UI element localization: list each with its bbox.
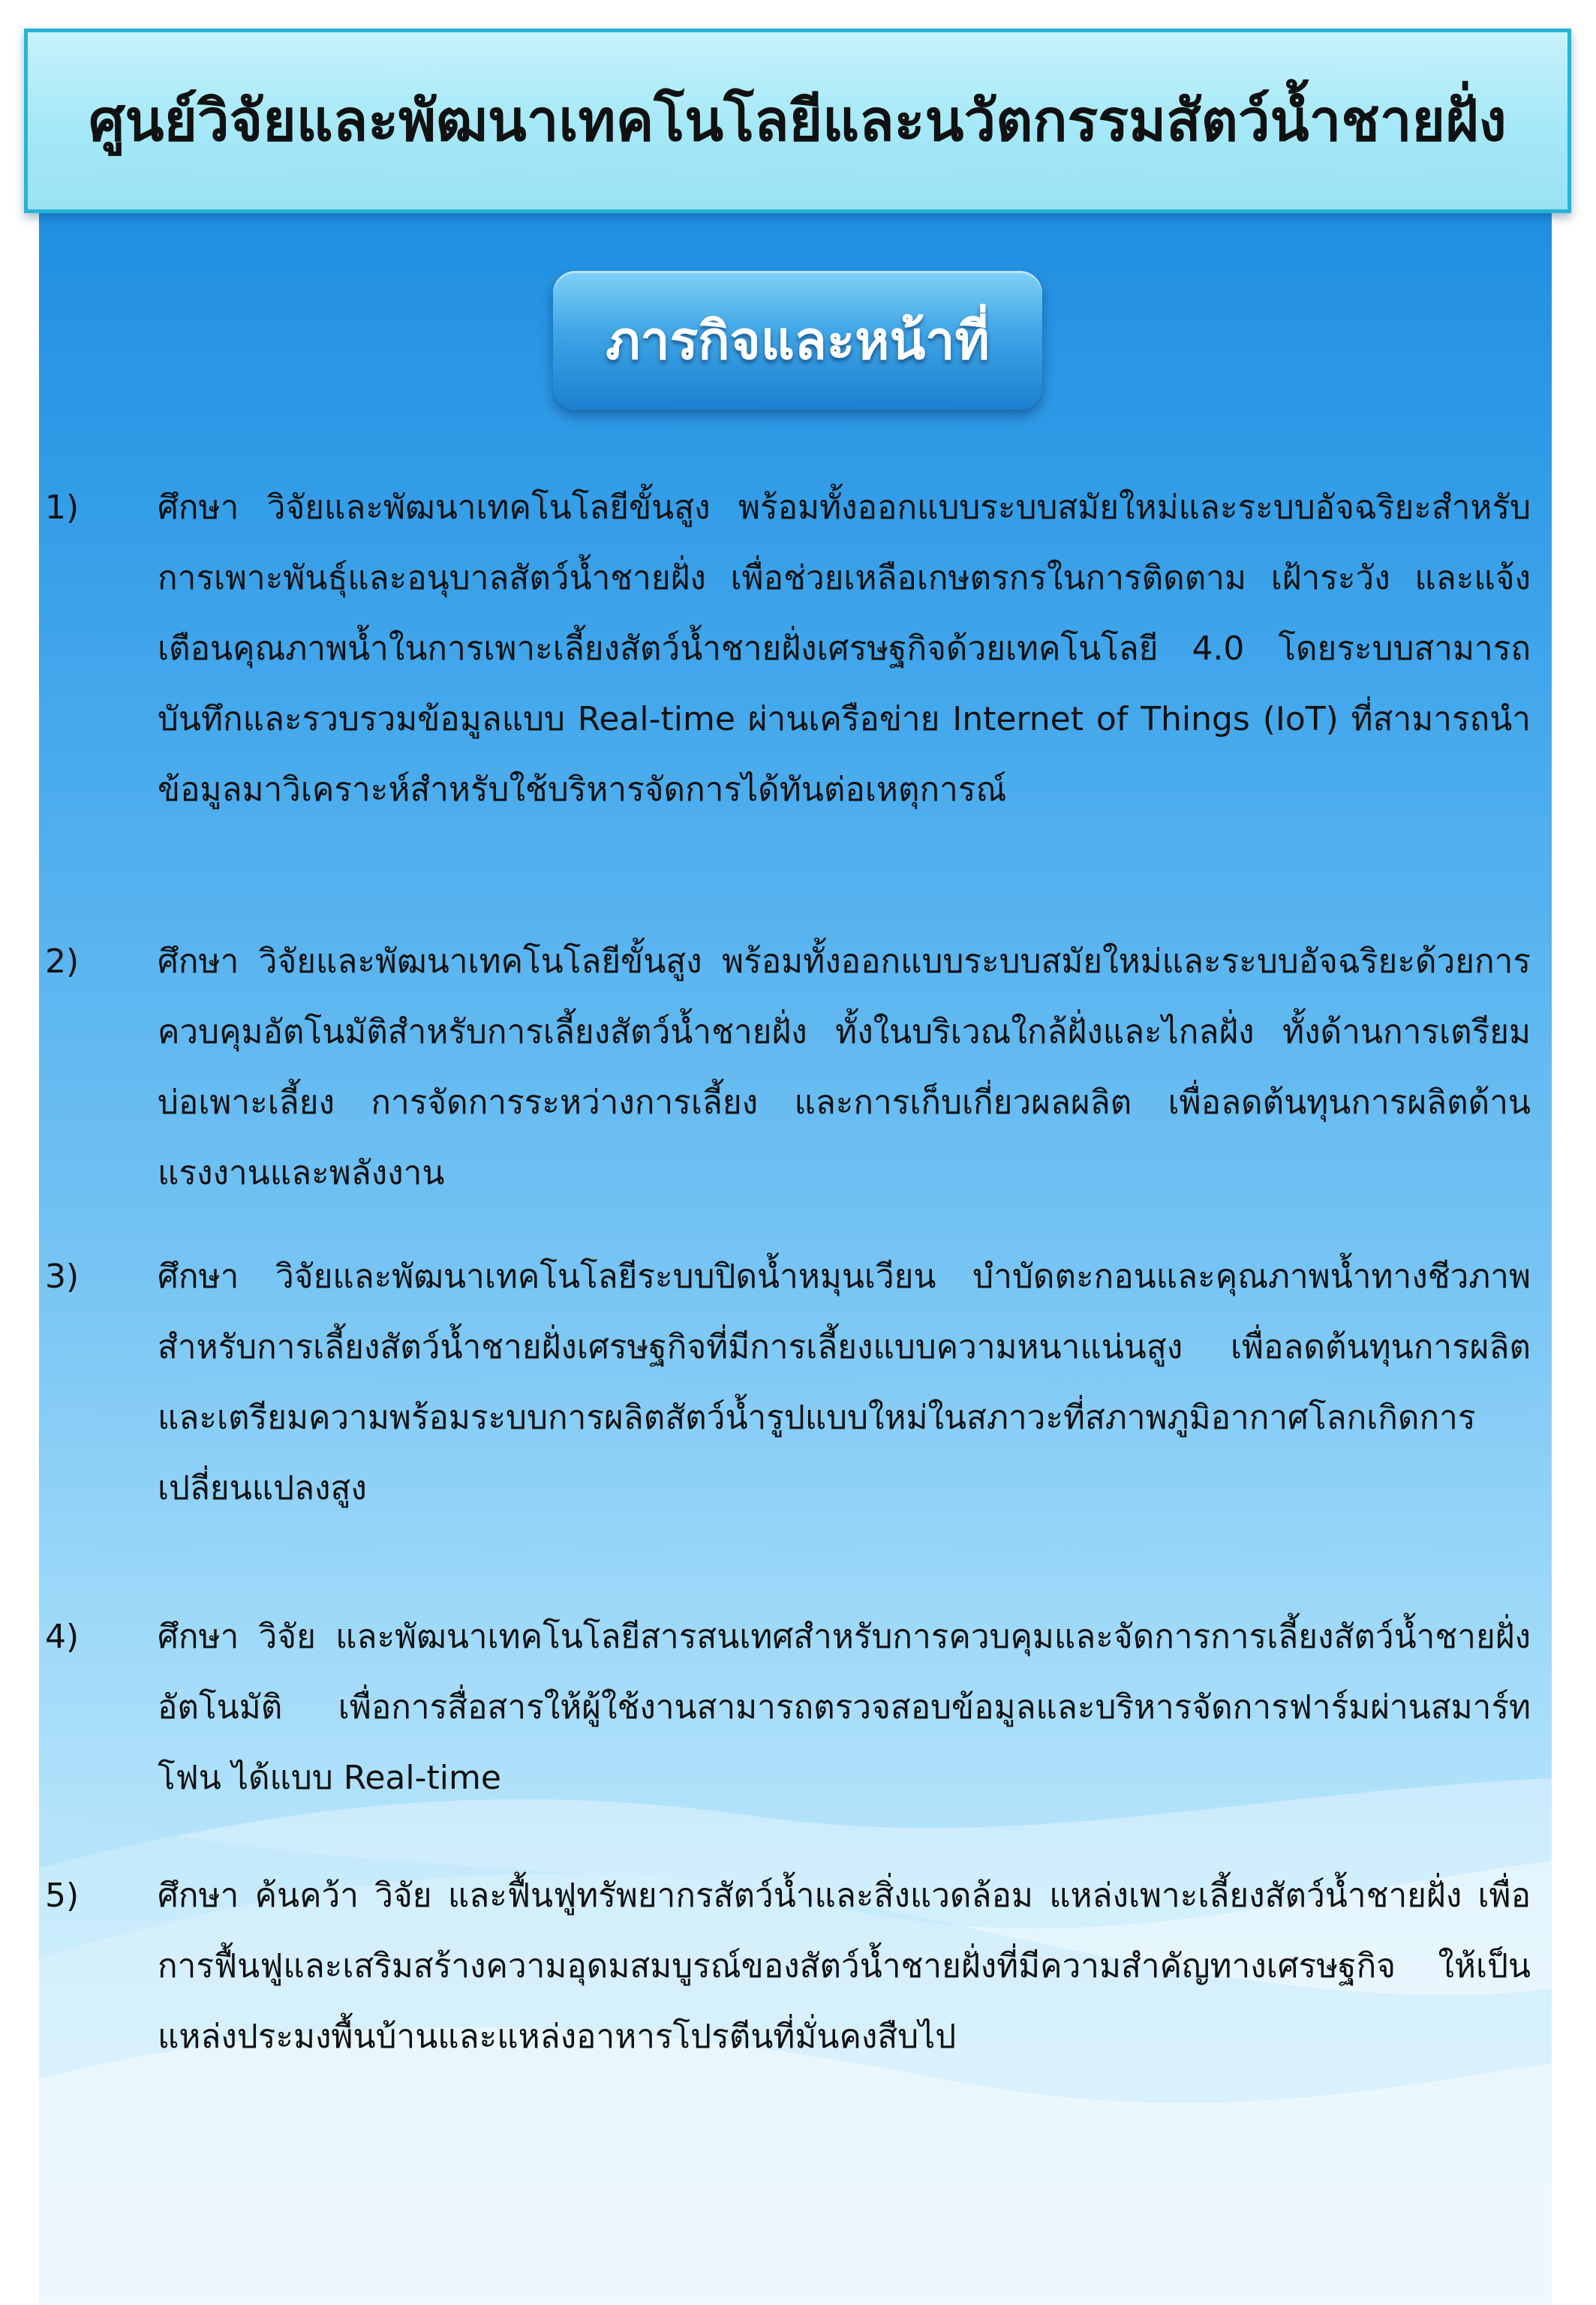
- mission-item: [45, 1242, 1546, 1524]
- mission-item: [45, 1861, 1546, 2072]
- mission-number: 3): [45, 1258, 80, 1296]
- mission-number: 5): [45, 1877, 80, 1915]
- mission-number: 1): [45, 488, 80, 527]
- mission-text: ศึกษา วิจัยและพัฒนาเทคโนโลยีขั้นสูง พร้อมทั้งออกแบบระบบสมัยใหม่และระบบอัจฉริยะสำหรับการเพาะพันธุ์และอนุบาลสัตว์น้ำชายฝั่ง เพื่อช่วยเหลือเกษตรกรในการติดตาม เฝ้าระวัง และแจ้งเตือนคุณภาพน้ำในการเพาะเลี้ยงสัตว์น้ำชายฝั่งเศรษฐกิจด้วยเทคโนโลยี 4.0 โดยระบบสามารถบันทึกและรวบรวมข้อมูลแบบ Real-time ผ่านเครือข่าย Internet of Things (IoT) ที่สามารถนำข้อมูลมาวิเคราะห์สำหรับใช้บริหารจัดการได้ทันต่อเหตุการณ์: [158, 488, 1531, 809]
- section-title: ภารกิจและหน้าที่: [606, 310, 990, 371]
- mission-text: ศึกษา ค้นคว้า วิจัย และฟื้นฟูทรัพยากรสัตว์น้ำและสิ่งแวดล้อม แหล่งเพาะเลี้ยงสัตว์น้ำชายฝั่ง เพื่อการฟื้นฟูและเสริมสร้างความอุดมสมบูรณ์ของสัตว์น้ำชายฝั่งที่มีความสำคัญทางเศรษฐกิจ ให้เป็นแหล่งประมงพื้นบ้านและแหล่งอาหารโปรตีนที่มั่นคงสืบไป: [158, 1877, 1531, 2056]
- mission-item: [45, 1602, 1546, 1814]
- header-banner: [24, 29, 1571, 213]
- mission-item: [45, 473, 1546, 825]
- mission-number: 2): [45, 942, 80, 981]
- mission-text: ศึกษา วิจัย และพัฒนาเทคโนโลยีสารสนเทศสำหรับการควบคุมและจัดการการเลี้ยงสัตว์น้ำชายฝั่งอัตโนมัติ เพื่อการสื่อสารให้ผู้ใช้งานสามารถตรวจสอบข้อมูลและบริหารจัดการฟาร์มผ่านสมาร์ทโฟน ได้แบบ Real-time: [158, 1618, 1531, 1797]
- mission-text: ศึกษา วิจัยและพัฒนาเทคโนโลยีระบบปิดน้ำหมุนเวียน บำบัดตะกอนและคุณภาพน้ำทางชีวภาพสำหรับการเลี้ยงสัตว์น้ำชายฝั่งเศรษฐกิจที่มีการเลี้ยงแบบความหนาแน่นสูง เพื่อลดต้นทุนการผลิต และเตรียมความพร้อมระบบการผลิตสัตว์น้ำรูปแบบใหม่ในสภาวะที่สภาพภูมิอากาศโลกเกิดการเปลี่ยนแปลงสูง: [158, 1258, 1531, 1507]
- page-title: ศูนย์วิจัยและพัฒนาเทคโนโลยีและนวัตกรรมสัตว์น้ำชายฝั่ง: [89, 87, 1507, 154]
- mission-text: ศึกษา วิจัยและพัฒนาเทคโนโลยีขั้นสูง พร้อมทั้งออกแบบระบบสมัยใหม่และระบบอัจฉริยะด้วยการควบคุมอัตโนมัติสำหรับการเลี้ยงสัตว์น้ำชายฝั่ง ทั้งในบริเวณใกล้ฝั่งและไกลฝั่ง ทั้งด้านการเตรียมบ่อเพาะเลี้ยง การจัดการระหว่างการเลี้ยง และการเก็บเกี่ยวผลผลิต เพื่อลดต้นทุนการผลิตด้านแรงงานและพลังงาน: [158, 942, 1531, 1192]
- mission-number: 4): [45, 1618, 80, 1656]
- mission-item: [45, 927, 1546, 1209]
- section-title-badge: [553, 271, 1042, 410]
